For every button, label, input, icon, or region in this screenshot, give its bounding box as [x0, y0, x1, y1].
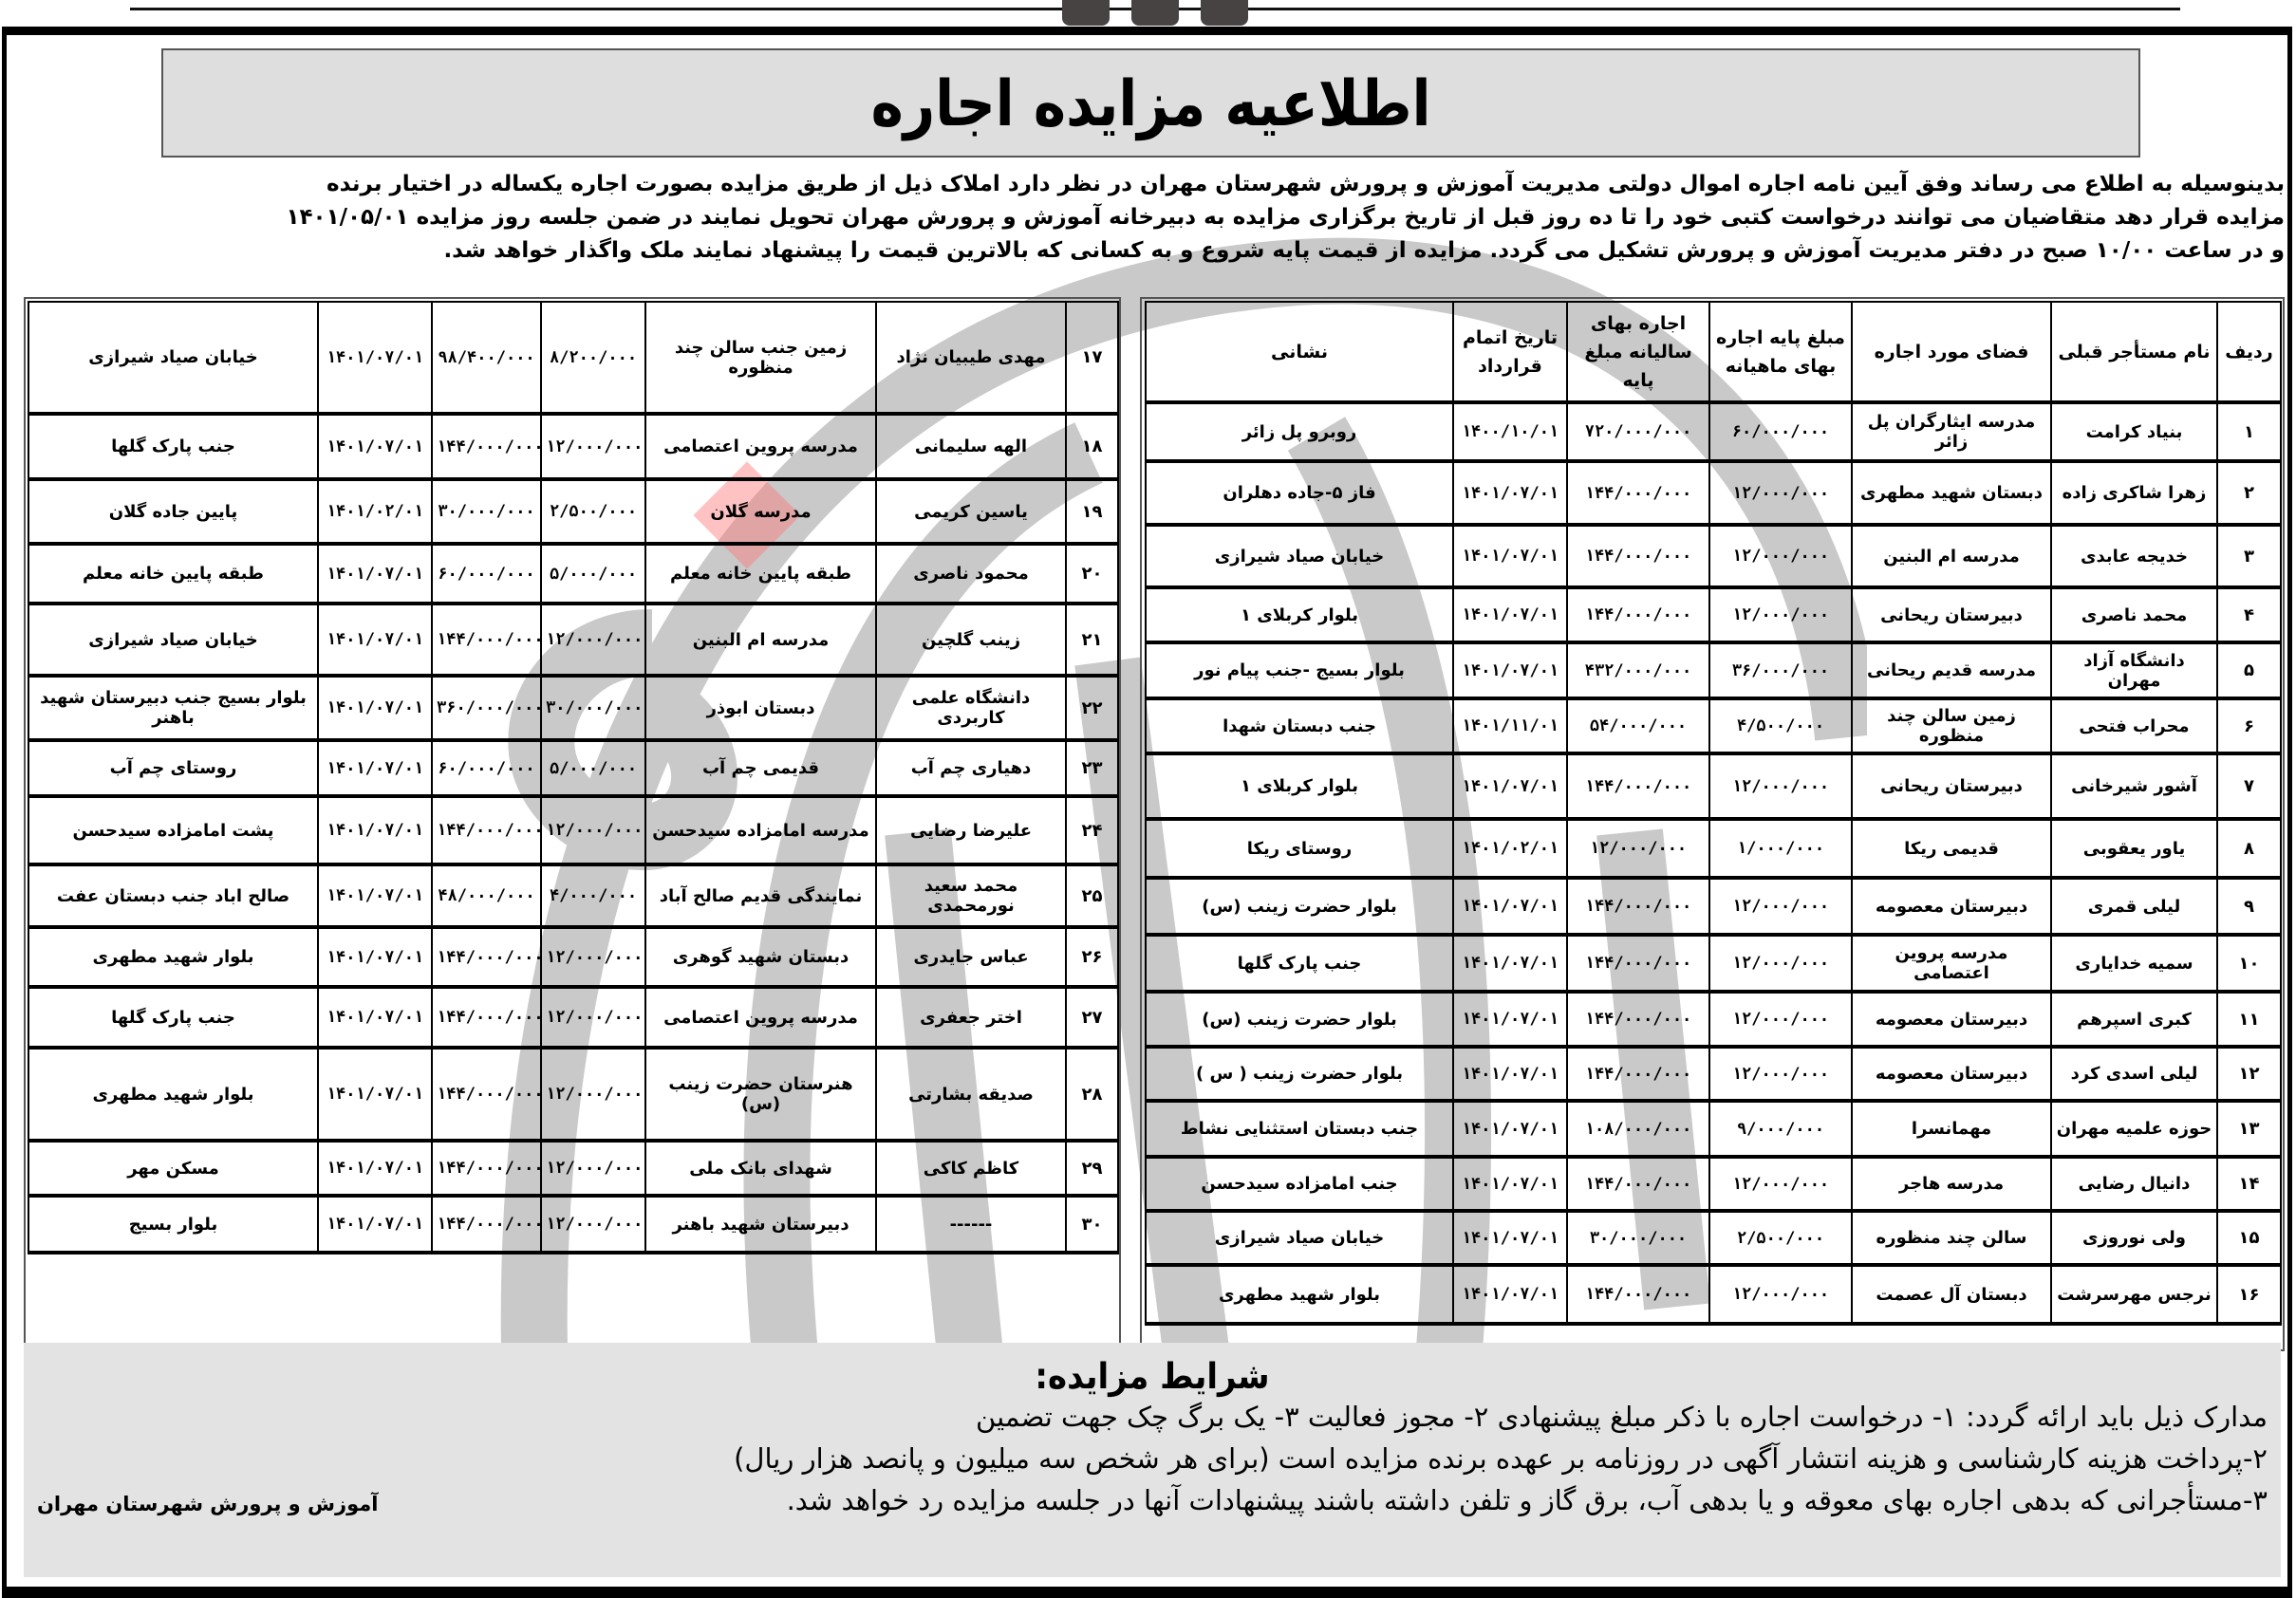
- cell-address: روبرو پل زائر: [1146, 402, 1453, 461]
- cell-row-number: ۲: [2217, 461, 2281, 525]
- cell-monthly-base: ۵/۰۰۰/۰۰۰: [541, 740, 645, 796]
- cell-tenant: آشور شیرخانی: [2051, 753, 2217, 819]
- header-row-number: ردیف: [2217, 302, 2281, 402]
- auction-conditions: [24, 1343, 2281, 1577]
- cell-tenant: صدیقه بشارتی: [876, 1048, 1066, 1141]
- cell-annual-base: ۵۴/۰۰۰/۰۰۰: [1567, 698, 1709, 753]
- cell-tenant: بنیاد کرامت: [2051, 402, 2217, 461]
- cell-end-date: ۱۴۰۱/۰۷/۰۱: [1453, 1211, 1567, 1265]
- cell-annual-base: ۳۰/۰۰۰/۰۰۰: [432, 479, 541, 544]
- table-row: [1146, 461, 2281, 525]
- table-row: [1146, 935, 2281, 992]
- cell-tenant: دانشگاه آزاد مهران: [2051, 642, 2217, 698]
- cell-tenant: یاسین کریمی: [876, 479, 1066, 544]
- cell-space: مهمانسرا: [1852, 1101, 2051, 1157]
- table-row: [28, 479, 1118, 544]
- cell-end-date: ۱۴۰۱/۰۷/۰۱: [1453, 1101, 1567, 1157]
- cell-space: زمین جنب سالن چند منظوره: [645, 302, 876, 414]
- cell-address: روستای چم آب: [28, 740, 318, 796]
- header-annual-base: اجاره بهای سالیانه مبلغ پایه: [1567, 302, 1709, 402]
- table-row: [1146, 1101, 2281, 1157]
- cell-end-date: ۱۴۰۱/۰۷/۰۱: [1453, 878, 1567, 935]
- cell-monthly-base: ۱۲/۰۰۰/۰۰۰: [1709, 461, 1852, 525]
- cell-space: دبستان شهید مطهری: [1852, 461, 2051, 525]
- cell-monthly-base: ۴/۵۰۰/۰۰۰: [1709, 698, 1852, 753]
- table-row: [1146, 642, 2281, 698]
- cell-end-date: ۱۴۰۱/۰۷/۰۱: [1453, 525, 1567, 587]
- binding-clip-icon: [1062, 0, 1110, 26]
- cell-space: دبستان شهید گوهری: [645, 927, 876, 987]
- cell-space: طبقه پایین خانه معلم: [645, 544, 876, 604]
- table-row: [1146, 1265, 2281, 1324]
- cell-monthly-base: ۹/۰۰۰/۰۰۰: [1709, 1101, 1852, 1157]
- cell-monthly-base: ۱۲/۰۰۰/۰۰۰: [1709, 587, 1852, 642]
- cell-row-number: ۲۷: [1066, 987, 1118, 1048]
- title-banner: [161, 48, 2140, 158]
- cell-row-number: ۲۸: [1066, 1048, 1118, 1141]
- cell-annual-base: ۱۴۴/۰۰۰/۰۰۰: [1567, 753, 1709, 819]
- cell-annual-base: ۱۴۴/۰۰۰/۰۰۰: [1567, 992, 1709, 1047]
- cell-row-number: ۸: [2217, 819, 2281, 878]
- cell-monthly-base: ۵/۰۰۰/۰۰۰: [541, 544, 645, 604]
- cell-annual-base: ۴۸/۰۰۰/۰۰۰: [432, 864, 541, 927]
- table-row: [1146, 819, 2281, 878]
- cell-monthly-base: ۸/۲۰۰/۰۰۰: [541, 302, 645, 414]
- cell-monthly-base: ۱۲/۰۰۰/۰۰۰: [541, 796, 645, 864]
- cell-address: جنب دبستان شهدا: [1146, 698, 1453, 753]
- cell-end-date: ۱۴۰۱/۰۷/۰۱: [318, 740, 432, 796]
- cell-end-date: ۱۴۰۰/۱۰/۰۱: [1453, 402, 1567, 461]
- cell-tenant: محمد سعید نورمحمدی: [876, 864, 1066, 927]
- cell-tenant: علیرضا رضایی: [876, 796, 1066, 864]
- cell-row-number: ۲۴: [1066, 796, 1118, 864]
- cell-end-date: ۱۴۰۱/۰۷/۰۱: [1453, 642, 1567, 698]
- cell-tenant: دانیال رضایی: [2051, 1157, 2217, 1211]
- cell-monthly-base: ۲/۵۰۰/۰۰۰: [1709, 1211, 1852, 1265]
- cell-space: مدرسه پروین اعتصامی: [1852, 935, 2051, 992]
- cell-row-number: ۴: [2217, 587, 2281, 642]
- cell-monthly-base: ۱۲/۰۰۰/۰۰۰: [1709, 525, 1852, 587]
- cell-tenant: حوزه علمیه مهران: [2051, 1101, 2217, 1157]
- cell-annual-base: ۱۴۴/۰۰۰/۰۰۰: [1567, 525, 1709, 587]
- cell-annual-base: ۱۴۴/۰۰۰/۰۰۰: [432, 927, 541, 987]
- cell-row-number: ۱۰: [2217, 935, 2281, 992]
- cell-annual-base: ۱۴۴/۰۰۰/۰۰۰: [432, 1196, 541, 1253]
- cell-address: خیابان صیاد شیرازی: [1146, 525, 1453, 587]
- cell-annual-base: ۷۲۰/۰۰۰/۰۰۰: [1567, 402, 1709, 461]
- table-row: [1146, 698, 2281, 753]
- cell-row-number: ۱۷: [1066, 302, 1118, 414]
- cell-monthly-base: ۴/۰۰۰/۰۰۰: [541, 864, 645, 927]
- table-row: [1146, 402, 2281, 461]
- cell-end-date: ۱۴۰۱/۰۷/۰۱: [1453, 992, 1567, 1047]
- cell-monthly-base: ۳۶/۰۰۰/۰۰۰: [1709, 642, 1852, 698]
- binding-clip-icon: [1201, 0, 1248, 26]
- cell-space: دبیرستان معصومه: [1852, 1047, 2051, 1101]
- cell-annual-base: ۱۴۴/۰۰۰/۰۰۰: [432, 604, 541, 676]
- cell-address: خیابان صیاد شیرازی: [28, 604, 318, 676]
- cell-address: جنب امامزاده سیدحسن: [1146, 1157, 1453, 1211]
- cell-tenant: محمود ناصری: [876, 544, 1066, 604]
- cell-monthly-base: ۱۲/۰۰۰/۰۰۰: [541, 987, 645, 1048]
- page-title: اطلاعیه مزایده اجاره: [870, 65, 1431, 140]
- cell-address: بلوار حضرت زینب (س): [1146, 992, 1453, 1047]
- cell-space: مدرسه امامزاده سیدحسن: [645, 796, 876, 864]
- cell-row-number: ۱۵: [2217, 1211, 2281, 1265]
- cell-annual-base: ۳۶۰/۰۰۰/۰۰۰: [432, 676, 541, 740]
- auction-table-left: [28, 301, 1119, 1254]
- cell-tenant: ولی نوروزی: [2051, 1211, 2217, 1265]
- table-row: [28, 864, 1118, 927]
- cell-space: دبستان ابوذر: [645, 676, 876, 740]
- cell-address: بلوار بسیج -جنب پیام نور: [1146, 642, 1453, 698]
- cell-monthly-base: ۱/۰۰۰/۰۰۰: [1709, 819, 1852, 878]
- cell-annual-base: ۱۴۴/۰۰۰/۰۰۰: [432, 414, 541, 479]
- cell-end-date: ۱۴۰۱/۰۷/۰۱: [318, 1196, 432, 1253]
- header-monthly-base: مبلغ پایه اجاره بهای ماهیانه: [1709, 302, 1852, 402]
- intro-paragraph: [21, 168, 2285, 268]
- cell-tenant: دانشگاه علمی کاربردی: [876, 676, 1066, 740]
- cell-address: بلوار کربلای ۱: [1146, 753, 1453, 819]
- cell-monthly-base: ۱۲/۰۰۰/۰۰۰: [1709, 1265, 1852, 1324]
- cell-address: بلوار کربلای ۱: [1146, 587, 1453, 642]
- cell-end-date: ۱۴۰۱/۰۷/۰۱: [318, 864, 432, 927]
- cell-annual-base: ۴۳۲/۰۰۰/۰۰۰: [1567, 642, 1709, 698]
- intro-line: بدینوسیله به اطلاع می رساند وفق آیین نامه اجاره اموال دولتی مدیریت آموزش و پرورش شهرستان مهران در نظر دارد املاک ذیل از طریق مزایده بصورت اجاره یکساله در اختیار برنده: [327, 172, 2285, 196]
- cell-monthly-base: ۱۲/۰۰۰/۰۰۰: [541, 604, 645, 676]
- cell-space: دبیرستان معصومه: [1852, 878, 2051, 935]
- cell-row-number: ۲۰: [1066, 544, 1118, 604]
- header-tenant: نام مستأجر قبلی: [2051, 302, 2217, 402]
- header-space: فضای مورد اجاره: [1852, 302, 2051, 402]
- cell-row-number: ۱۱: [2217, 992, 2281, 1047]
- cell-address: مسکن مهر: [28, 1141, 318, 1196]
- cell-tenant: خدیجه عابدی: [2051, 525, 2217, 587]
- cell-row-number: ۲۵: [1066, 864, 1118, 927]
- cell-address: جنب پارک گلها: [28, 987, 318, 1048]
- cell-row-number: ۱: [2217, 402, 2281, 461]
- table-row: [1146, 992, 2281, 1047]
- cell-end-date: ۱۴۰۱/۰۷/۰۱: [318, 1141, 432, 1196]
- table-row: [28, 1196, 1118, 1253]
- cell-row-number: ۹: [2217, 878, 2281, 935]
- table-row: [28, 1048, 1118, 1141]
- condition-item: ۲-پرداخت هزینه کارشناسی و هزینه انتشار آگهی در روزنامه بر عهده برنده مزایده است (برای هر شخص سه میلیون و پانصد هزار ریال): [734, 1442, 2268, 1475]
- cell-tenant: کاظم کاکی: [876, 1141, 1066, 1196]
- cell-end-date: ۱۴۰۱/۰۷/۰۱: [1453, 461, 1567, 525]
- cell-address: خیابان صیاد شیرازی: [28, 302, 318, 414]
- cell-annual-base: ۱۴۴/۰۰۰/۰۰۰: [1567, 1157, 1709, 1211]
- cell-annual-base: ۱۴۴/۰۰۰/۰۰۰: [432, 1048, 541, 1141]
- cell-address: جنب پارک گلها: [28, 414, 318, 479]
- cell-row-number: ۲۱: [1066, 604, 1118, 676]
- cell-row-number: ۲۹: [1066, 1141, 1118, 1196]
- cell-end-date: ۱۴۰۱/۰۷/۰۱: [1453, 1265, 1567, 1324]
- cell-row-number: ۱۸: [1066, 414, 1118, 479]
- cell-address: بلوار بسیج: [28, 1196, 318, 1253]
- header-address: نشانی: [1146, 302, 1453, 402]
- table-row: [28, 740, 1118, 796]
- cell-monthly-base: ۱۲/۰۰۰/۰۰۰: [1709, 992, 1852, 1047]
- cell-annual-base: ۱۴۴/۰۰۰/۰۰۰: [432, 987, 541, 1048]
- cell-address: بلوار شهید مطهری: [1146, 1265, 1453, 1324]
- cell-address: پایین جاده گلان: [28, 479, 318, 544]
- cell-row-number: ۱۴: [2217, 1157, 2281, 1211]
- cell-monthly-base: ۱۲/۰۰۰/۰۰۰: [541, 1141, 645, 1196]
- table-row: [28, 1141, 1118, 1196]
- cell-tenant: مهدی طیبیان نژاد: [876, 302, 1066, 414]
- cell-address: خیابان صیاد شیرازی: [1146, 1211, 1453, 1265]
- cell-annual-base: ۱۲/۰۰۰/۰۰۰: [1567, 819, 1709, 878]
- cell-space: دبستان آل عصمت: [1852, 1265, 2051, 1324]
- cell-end-date: ۱۴۰۱/۰۷/۰۱: [318, 1048, 432, 1141]
- table-row: [28, 544, 1118, 604]
- auction-table-right: [1145, 301, 2282, 1326]
- cell-annual-base: ۱۴۴/۰۰۰/۰۰۰: [432, 796, 541, 864]
- condition-item: مدارک ذیل باید ارائه گردد: ۱- درخواست اجاره با ذکر مبلغ پیشنهادی ۲- مجوز فعالیت ۳- یک برگ چک جهت تضمین: [976, 1401, 2268, 1433]
- cell-annual-base: ۱۴۴/۰۰۰/۰۰۰: [1567, 935, 1709, 992]
- cell-annual-base: ۱۰۸/۰۰۰/۰۰۰: [1567, 1101, 1709, 1157]
- cell-tenant: کبری اسپرهم: [2051, 992, 2217, 1047]
- cell-end-date: ۱۴۰۱/۰۷/۰۱: [318, 796, 432, 864]
- cell-end-date: ۱۴۰۱/۰۷/۰۱: [1453, 935, 1567, 992]
- cell-end-date: ۱۴۰۱/۰۷/۰۱: [318, 544, 432, 604]
- signature: آموزش و پرورش شهرستان مهران: [37, 1493, 379, 1515]
- cell-monthly-base: ۱۲/۰۰۰/۰۰۰: [1709, 1047, 1852, 1101]
- cell-space: دبیرستان ریحانی: [1852, 587, 2051, 642]
- cell-tenant: لیلی اسدی کرد: [2051, 1047, 2217, 1101]
- intro-line: و در ساعت ۱۰/۰۰ صبح در دفتر مدیریت آموزش و پرورش تشکیل می گردد. مزایده از قیمت پایه شروع و به کسانی که بالاترین قیمت را پیشنهاد نمایند ملک واگذار خواهد شد.: [443, 238, 2285, 263]
- table-row: [1146, 1211, 2281, 1265]
- cell-tenant: اختر جعفری: [876, 987, 1066, 1048]
- cell-row-number: ۵: [2217, 642, 2281, 698]
- cell-tenant: محمد ناصری: [2051, 587, 2217, 642]
- cell-end-date: ۱۴۰۱/۰۷/۰۱: [1453, 587, 1567, 642]
- cell-address: بلوار شهید مطهری: [28, 1048, 318, 1141]
- cell-annual-base: ۱۴۴/۰۰۰/۰۰۰: [1567, 878, 1709, 935]
- cell-space: مدرسه ایثارگران پل زائر: [1852, 402, 2051, 461]
- cell-row-number: ۲۳: [1066, 740, 1118, 796]
- cell-end-date: ۱۴۰۱/۰۷/۰۱: [318, 927, 432, 987]
- cell-end-date: ۱۴۰۱/۰۲/۰۱: [1453, 819, 1567, 878]
- table-row: [28, 796, 1118, 864]
- cell-address: فاز ۵-جاده دهلران: [1146, 461, 1453, 525]
- cell-monthly-base: ۳۰/۰۰۰/۰۰۰: [541, 676, 645, 740]
- cell-space: مدرسه ام البنین: [1852, 525, 2051, 587]
- cell-space: مدرسه گلان: [645, 479, 876, 544]
- condition-item: [37, 1479, 2268, 1521]
- cell-annual-base: ۹۸/۴۰۰/۰۰۰: [432, 302, 541, 414]
- cell-end-date: ۱۴۰۱/۰۷/۰۱: [1453, 1047, 1567, 1101]
- cell-address: بلوار بسیج جنب دبیرستان شهید باهنر: [28, 676, 318, 740]
- cell-monthly-base: ۲/۵۰۰/۰۰۰: [541, 479, 645, 544]
- cell-tenant: لیلی قمری: [2051, 878, 2217, 935]
- cell-monthly-base: ۱۲/۰۰۰/۰۰۰: [541, 1196, 645, 1253]
- cell-monthly-base: ۱۲/۰۰۰/۰۰۰: [1709, 753, 1852, 819]
- cell-tenant: یاور یعقوبی: [2051, 819, 2217, 878]
- cell-annual-base: ۳۰/۰۰۰/۰۰۰: [1567, 1211, 1709, 1265]
- cell-space: مدرسه پروین اعتصامی: [645, 414, 876, 479]
- cell-annual-base: ۶۰/۰۰۰/۰۰۰: [432, 544, 541, 604]
- cell-monthly-base: ۱۲/۰۰۰/۰۰۰: [1709, 935, 1852, 992]
- cell-end-date: ۱۴۰۱/۰۷/۰۱: [318, 987, 432, 1048]
- cell-monthly-base: ۱۲/۰۰۰/۰۰۰: [1709, 878, 1852, 935]
- notice-frame: [2, 27, 2292, 1598]
- cell-end-date: ۱۴۰۱/۰۲/۰۱: [318, 479, 432, 544]
- intro-line: مزایده قرار دهد متقاضیان می توانند درخواست کتبی خود را تا ده روز قبل از تاریخ برگزاری مزایده به دبیرخانه آموزش و پرورش مهران تحویل نمایند در ضمن جلسه روز مزایده ۱۴۰۱/۰۵/۰۱: [286, 205, 2285, 230]
- cell-space: نمایندگی قدیم صالح آباد: [645, 864, 876, 927]
- cell-address: بلوار شهید مطهری: [28, 927, 318, 987]
- cell-space: مدرسه قدیم ریحانی: [1852, 642, 2051, 698]
- header-end-date: تاریخ اتمام قرارداد: [1453, 302, 1567, 402]
- cell-row-number: ۳۰: [1066, 1196, 1118, 1253]
- cell-tenant: عباس جایدری: [876, 927, 1066, 987]
- cell-monthly-base: ۱۲/۰۰۰/۰۰۰: [1709, 1157, 1852, 1211]
- cell-tenant: نرجس مهرسرشت: [2051, 1265, 2217, 1324]
- cell-address: جنب دبستان استثنایی نشاط: [1146, 1101, 1453, 1157]
- table-row: [1146, 1157, 2281, 1211]
- cell-space: قدیمی ریکا: [1852, 819, 2051, 878]
- cell-space: مدرسه پروین اعتصامی: [645, 987, 876, 1048]
- cell-space: دبیرستان معصومه: [1852, 992, 2051, 1047]
- cell-address: صالح اباد جنب دبستان عفت: [28, 864, 318, 927]
- cell-annual-base: ۱۴۴/۰۰۰/۰۰۰: [1567, 461, 1709, 525]
- table-row: [28, 676, 1118, 740]
- cell-row-number: ۷: [2217, 753, 2281, 819]
- cell-address: پشت امامزاده سیدحسن: [28, 796, 318, 864]
- table-row: [28, 604, 1118, 676]
- cell-end-date: ۱۴۰۱/۰۷/۰۱: [318, 302, 432, 414]
- cell-space: سالن چند منظوره: [1852, 1211, 2051, 1265]
- table-row: [28, 414, 1118, 479]
- binding-clip-icon: [1131, 0, 1179, 26]
- cell-space: دبیرستان ریحانی: [1852, 753, 2051, 819]
- cell-space: مدرسه هاجر: [1852, 1157, 2051, 1211]
- cell-annual-base: ۱۴۴/۰۰۰/۰۰۰: [432, 1141, 541, 1196]
- cell-row-number: ۱۲: [2217, 1047, 2281, 1101]
- cell-end-date: ۱۴۰۱/۱۱/۰۱: [1453, 698, 1567, 753]
- cell-address: جنب پارک گلها: [1146, 935, 1453, 992]
- cell-end-date: ۱۴۰۱/۰۷/۰۱: [1453, 753, 1567, 819]
- cell-tenant: الهه سلیمانی: [876, 414, 1066, 479]
- table-row: [1146, 753, 2281, 819]
- cell-annual-base: ۱۴۴/۰۰۰/۰۰۰: [1567, 1047, 1709, 1101]
- cell-tenant: محراب فتحی: [2051, 698, 2217, 753]
- cell-monthly-base: ۱۲/۰۰۰/۰۰۰: [541, 414, 645, 479]
- table-row: [28, 927, 1118, 987]
- cell-tenant: ------: [876, 1196, 1066, 1253]
- table-row: [1146, 1047, 2281, 1101]
- cell-tenant: زهرا شاکری زاده: [2051, 461, 2217, 525]
- table-row: [1146, 878, 2281, 935]
- table-row: [28, 302, 1118, 414]
- cell-space: زمین سالن چند منظوره: [1852, 698, 2051, 753]
- cell-space: مدرسه ام البنین: [645, 604, 876, 676]
- cell-row-number: ۲۶: [1066, 927, 1118, 987]
- cell-monthly-base: ۱۲/۰۰۰/۰۰۰: [541, 927, 645, 987]
- cell-monthly-base: ۶۰/۰۰۰/۰۰۰: [1709, 402, 1852, 461]
- conditions-title: شرایط مزایده:: [1035, 1356, 1270, 1398]
- cell-address: بلوار حضرت زینب (س): [1146, 878, 1453, 935]
- cell-annual-base: ۱۴۴/۰۰۰/۰۰۰: [1567, 587, 1709, 642]
- cell-annual-base: ۱۴۴/۰۰۰/۰۰۰: [1567, 1265, 1709, 1324]
- cell-annual-base: ۶۰/۰۰۰/۰۰۰: [432, 740, 541, 796]
- cell-space: قدیمی چم آب: [645, 740, 876, 796]
- cell-end-date: ۱۴۰۱/۰۷/۰۱: [1453, 1157, 1567, 1211]
- cell-tenant: سمیه خدایاری: [2051, 935, 2217, 992]
- cell-row-number: ۱۳: [2217, 1101, 2281, 1157]
- table-row: [28, 987, 1118, 1048]
- cell-end-date: ۱۴۰۱/۰۷/۰۱: [318, 414, 432, 479]
- cell-row-number: ۱۶: [2217, 1265, 2281, 1324]
- condition-item-text: ۳-مستأجرانی که بدهی اجاره بهای معوقه و یا بدهی آب، برق گاز و تلفن داشته باشند پیشنهادات آنها در جلسه مزایده رد خواهد شد.: [786, 1484, 2268, 1516]
- cell-address: طبقه پایین خانه معلم: [28, 544, 318, 604]
- cell-address: بلوار حضرت زینب ( س ): [1146, 1047, 1453, 1101]
- cell-space: دبیرستان شهید باهنر: [645, 1196, 876, 1253]
- cell-row-number: ۶: [2217, 698, 2281, 753]
- cell-tenant: دهیاری چم آب: [876, 740, 1066, 796]
- cell-row-number: ۳: [2217, 525, 2281, 587]
- table-row: [1146, 525, 2281, 587]
- cell-monthly-base: ۱۲/۰۰۰/۰۰۰: [541, 1048, 645, 1141]
- cell-tenant: زینب گلچین: [876, 604, 1066, 676]
- cell-end-date: ۱۴۰۱/۰۷/۰۱: [318, 604, 432, 676]
- cell-row-number: ۲۲: [1066, 676, 1118, 740]
- cell-address: روستای ریکا: [1146, 819, 1453, 878]
- cell-end-date: ۱۴۰۱/۰۷/۰۱: [318, 676, 432, 740]
- cell-row-number: ۱۹: [1066, 479, 1118, 544]
- cell-space: شهدای بانک ملی: [645, 1141, 876, 1196]
- table-header-row: [1146, 302, 2281, 402]
- table-row: [1146, 587, 2281, 642]
- cell-space: هنرستان حضرت زینب (س): [645, 1048, 876, 1141]
